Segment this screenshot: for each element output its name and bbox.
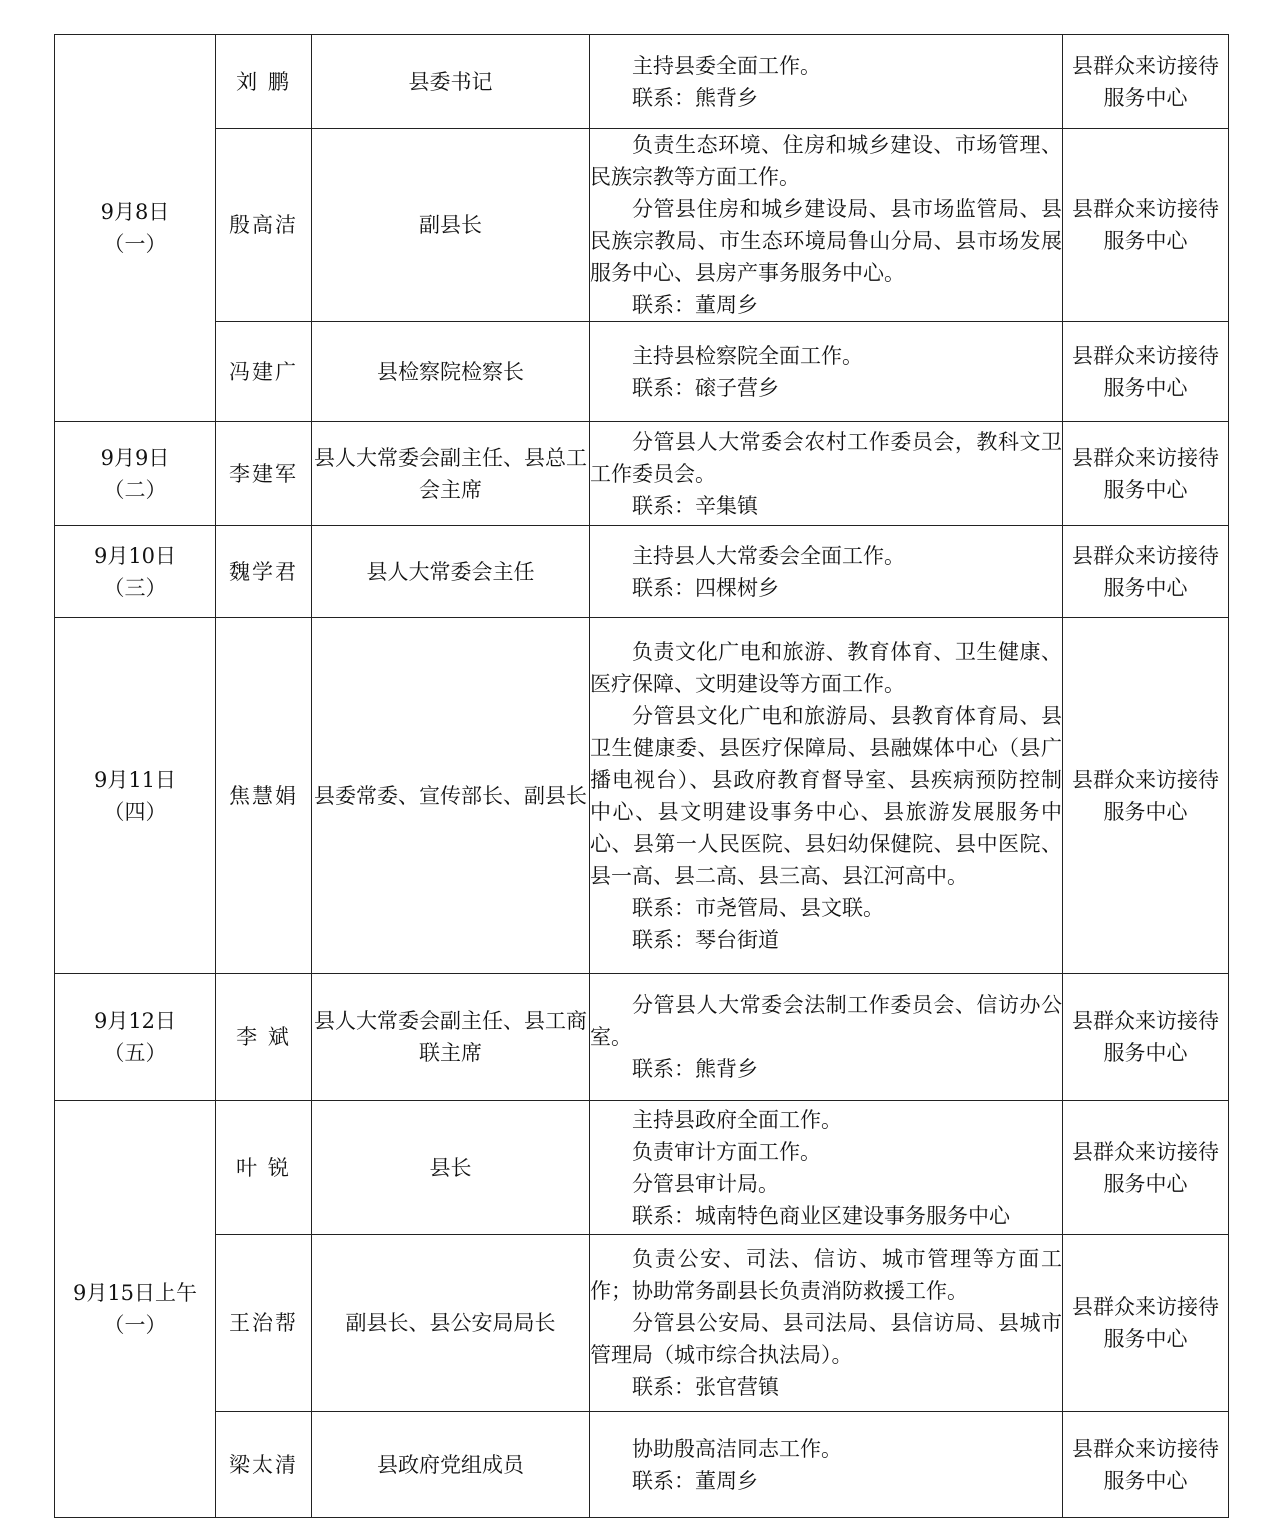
duties-cell	[590, 35, 1063, 129]
reception-place: 县群众来访接待服务中心	[1063, 526, 1229, 618]
duty-line: 协助殷高洁同志工作。	[632, 1436, 842, 1461]
duty-line: 分管县住房和城乡建设局、县市场监管局、县民族宗教局、市生态环境局鲁山分局、县市场发展服务中心、县房产事务服务中心。	[590, 197, 1062, 285]
leader-name: 李建军	[216, 422, 312, 526]
contact-line: 联系：市尧管局、县文联。	[632, 895, 884, 920]
leader-reception-schedule-table	[54, 34, 1229, 1518]
date-text: 9月15日上午	[72, 1281, 198, 1305]
duties-cell	[590, 618, 1063, 974]
leader-name: 梁太清	[216, 1412, 312, 1518]
duty-line: 主持县政府全面工作。	[632, 1107, 842, 1132]
leader-name: 刘 鹏	[216, 35, 312, 129]
duties-cell	[590, 1235, 1063, 1412]
contact-line: 联系：熊背乡	[632, 1057, 758, 1081]
leader-position: 县委常委、宣传部长、副县长	[312, 618, 590, 974]
reception-place: 县群众来访接待服务中心	[1063, 974, 1229, 1101]
leader-position: 县人大常委会主任	[312, 526, 590, 618]
duty-line: 负责审计方面工作。	[632, 1139, 821, 1164]
duties-cell	[590, 322, 1063, 422]
table-row	[55, 1235, 1229, 1412]
table-row	[55, 129, 1229, 322]
table-row	[55, 322, 1229, 422]
weekday-text: （五）	[103, 1041, 167, 1065]
date-cell	[55, 422, 216, 526]
duty-line: 分管县人大常委会法制工作委员会、信访办公室。	[590, 993, 1062, 1049]
leader-position: 副县长、县公安局局长	[312, 1235, 590, 1412]
leader-name: 冯建广	[216, 322, 312, 422]
date-cell	[55, 1101, 216, 1518]
leader-position: 县检察院检察长	[312, 322, 590, 422]
contact-line: 联系：辛集镇	[632, 493, 758, 518]
date-text: 9月11日	[93, 767, 177, 792]
table-row	[55, 974, 1229, 1101]
leader-name: 李 斌	[216, 974, 312, 1101]
date-cell	[55, 618, 216, 974]
weekday-text: （四）	[103, 799, 167, 824]
duty-line: 负责公安、司法、信访、城市管理等方面工作；协助常务副县长负责消防救援工作。	[590, 1247, 1062, 1303]
duty-line: 分管县文化广电和旅游局、县教育体育局、县卫生健康委、县医疗保障局、县融媒体中心（县广播电视台）、县政府教育督导室、县疾病预防控制中心、县文明建设事务中心、县旅游发展服务中心、县第一人民医院、县妇幼保健院、县中医院、县一高、县二高、县三高、县江河高中。	[590, 703, 1062, 888]
leader-name: 焦慧娟	[216, 618, 312, 974]
contact-line: 联系：张官营镇	[632, 1375, 779, 1399]
duty-line: 分管县审计局。	[632, 1171, 779, 1196]
reception-place: 县群众来访接待服务中心	[1063, 618, 1229, 974]
leader-position: 县人大常委会副主任、县总工会主席	[312, 422, 590, 526]
contact-line: 联系：董周乡	[632, 1468, 758, 1493]
contact-line: 联系：琴台街道	[632, 927, 779, 952]
duty-line: 负责生态环境、住房和城乡建设、市场管理、民族宗教等方面工作。	[590, 133, 1062, 189]
reception-place: 县群众来访接待服务中心	[1063, 35, 1229, 129]
contact-line: 联系：四棵树乡	[632, 575, 779, 600]
contact-line: 联系：熊背乡	[632, 85, 758, 110]
table-row	[55, 422, 1229, 526]
table-row	[55, 1412, 1229, 1518]
table-row	[55, 35, 1229, 129]
duty-line: 主持县委全面工作。	[632, 53, 821, 78]
duties-cell	[590, 129, 1063, 322]
weekday-text: （三）	[103, 575, 167, 600]
reception-place: 县群众来访接待服务中心	[1063, 1235, 1229, 1412]
leader-name: 殷高洁	[216, 129, 312, 322]
reception-place: 县群众来访接待服务中心	[1063, 1412, 1229, 1518]
leader-position: 县长	[312, 1101, 590, 1235]
duty-line: 负责文化广电和旅游、教育体育、卫生健康、医疗保障、文明建设等方面工作。	[590, 639, 1062, 696]
reception-place: 县群众来访接待服务中心	[1063, 1101, 1229, 1235]
duties-cell	[590, 422, 1063, 526]
leader-position: 副县长	[312, 129, 590, 322]
duty-line: 主持县检察院全面工作。	[632, 343, 863, 368]
leader-position: 县政府党组成员	[312, 1412, 590, 1518]
duty-line: 分管县公安局、县司法局、县信访局、县城市管理局（城市综合执法局）。	[590, 1311, 1062, 1367]
reception-place: 县群众来访接待服务中心	[1063, 129, 1229, 322]
contact-line: 联系：城南特色商业区建设事务服务中心	[632, 1203, 1010, 1228]
weekday-text: （二）	[103, 477, 167, 502]
date-cell	[55, 974, 216, 1101]
date-text: 9月10日	[93, 543, 177, 568]
leader-name: 叶 锐	[216, 1101, 312, 1235]
duties-cell	[590, 1412, 1063, 1518]
table-row	[55, 526, 1229, 618]
date-text: 9月9日	[100, 445, 170, 470]
duty-line: 分管县人大常委会农村工作委员会，教科文卫工作委员会。	[590, 429, 1062, 486]
date-text: 9月12日	[93, 1009, 177, 1033]
leader-name: 王治帮	[216, 1235, 312, 1412]
weekday-text: （一）	[103, 1313, 167, 1337]
duties-cell	[590, 1101, 1063, 1235]
duties-cell	[590, 526, 1063, 618]
date-cell	[55, 35, 216, 422]
reception-place: 县群众来访接待服务中心	[1063, 322, 1229, 422]
date-cell	[55, 526, 216, 618]
table-row	[55, 1101, 1229, 1235]
reception-place: 县群众来访接待服务中心	[1063, 422, 1229, 526]
duty-line: 主持县人大常委会全面工作。	[632, 543, 905, 568]
table-row	[55, 618, 1229, 974]
leader-position: 县委书记	[312, 35, 590, 129]
contact-line: 联系：磙子营乡	[632, 375, 779, 400]
contact-line: 联系：董周乡	[632, 293, 758, 317]
weekday-text: （一）	[103, 232, 167, 256]
date-text: 9月8日	[100, 200, 170, 224]
leader-name: 魏学君	[216, 526, 312, 618]
duties-cell	[590, 974, 1063, 1101]
leader-position: 县人大常委会副主任、县工商联主席	[312, 974, 590, 1101]
